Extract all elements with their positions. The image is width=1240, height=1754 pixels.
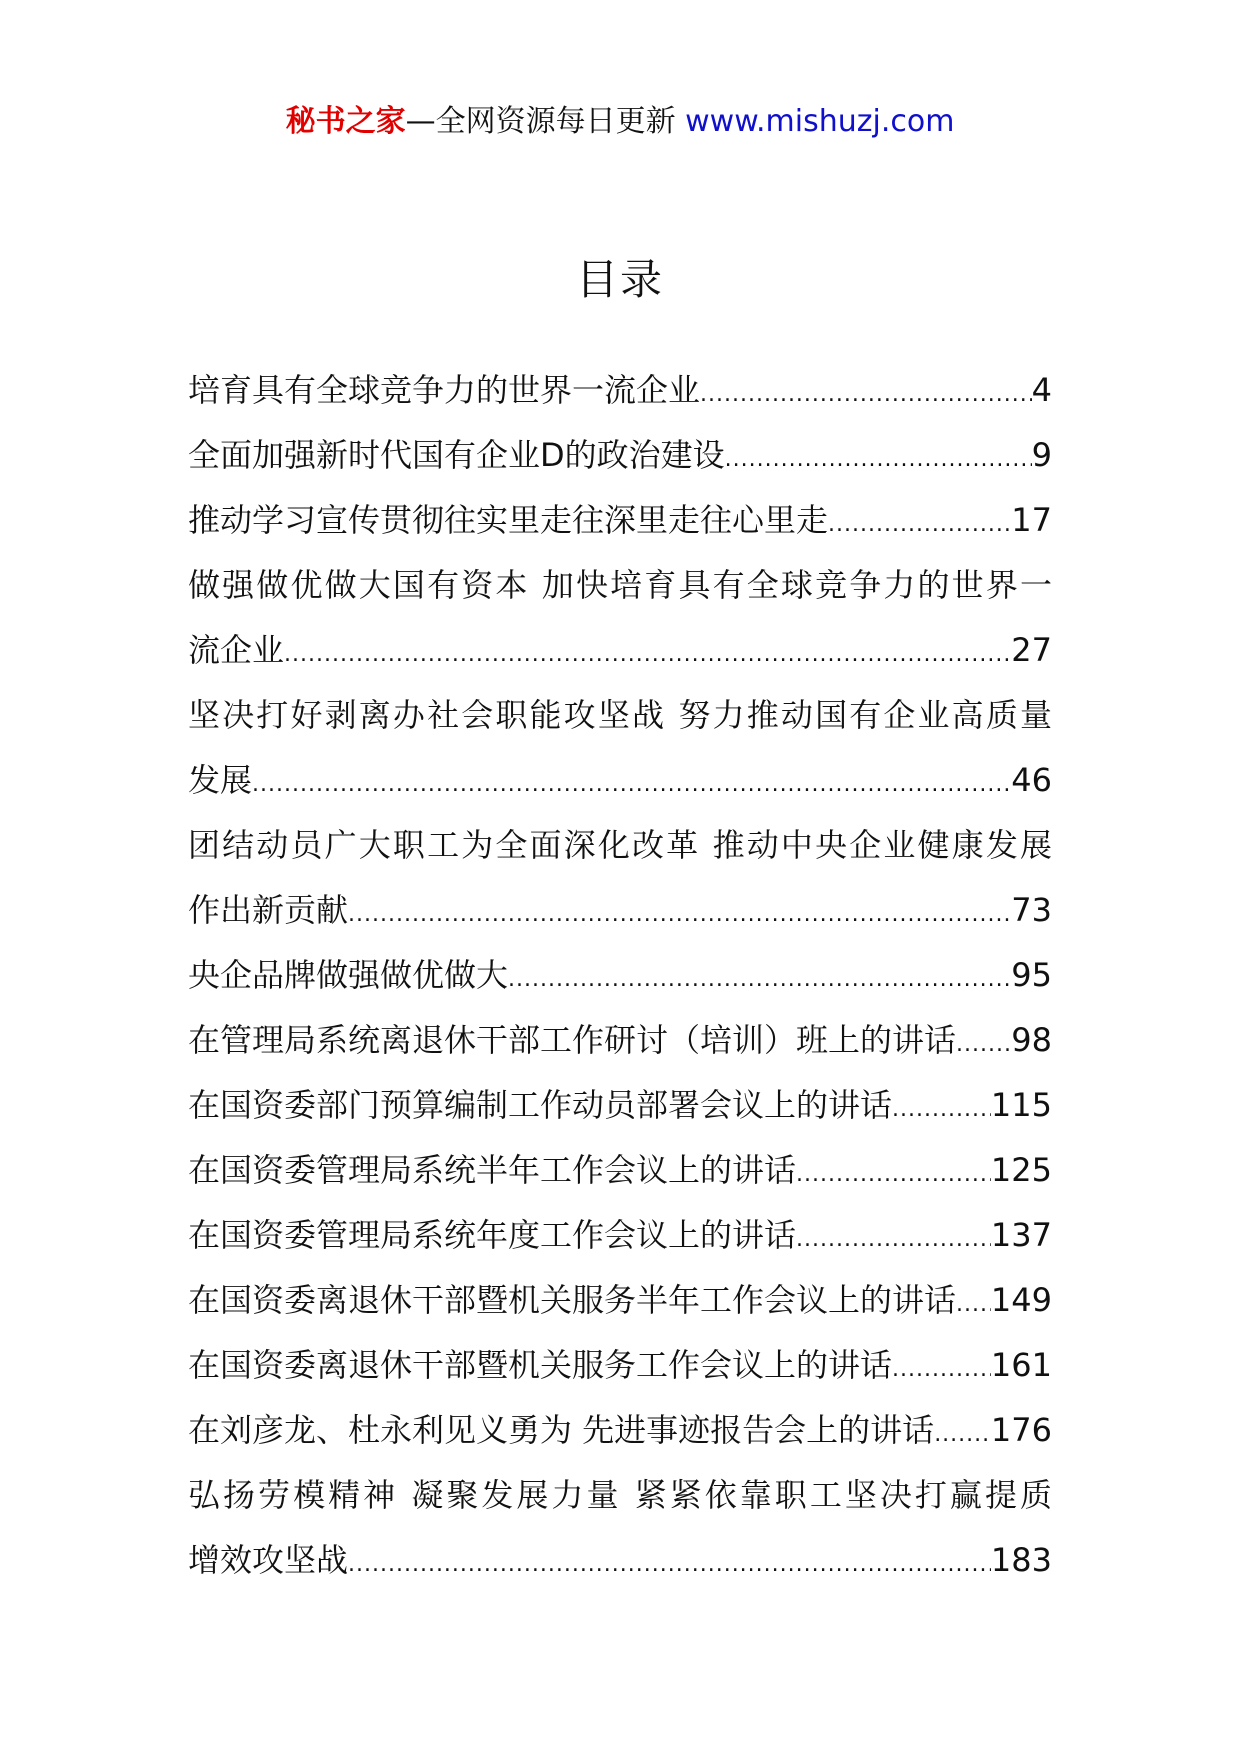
toc-entry-title: 在国资委管理局系统年度工作会议上的讲话 bbox=[188, 1216, 797, 1254]
page-header bbox=[0, 102, 1240, 142]
toc-page-number: 125 bbox=[990, 1151, 1052, 1189]
toc-entry-title: 发展 bbox=[188, 761, 253, 799]
dot-leader bbox=[892, 1337, 991, 1398]
toc-entry[interactable] bbox=[188, 1268, 1052, 1333]
dot-leader bbox=[348, 1532, 991, 1593]
dot-leader bbox=[508, 947, 1011, 1008]
toc-entry[interactable] bbox=[188, 1008, 1052, 1073]
toc-entry[interactable] bbox=[188, 358, 1052, 423]
dot-leader bbox=[892, 1077, 991, 1138]
toc-entry-title: 在国资委部门预算编制工作动员部署会议上的讲话 bbox=[188, 1086, 893, 1124]
toc-entry[interactable] bbox=[188, 1073, 1052, 1138]
toc-entry-line[interactable]: 做强做优做大国有资本 加快培育具有全球竞争力的世界一 bbox=[188, 566, 1052, 604]
toc-entry-title: 全面加强新时代国有企业D的政治建设 bbox=[188, 436, 725, 474]
toc-entry-title: 在刘彦龙、杜永利见义勇为 先进事迹报告会上的讲话 bbox=[188, 1411, 935, 1449]
toc-entry-title: 在管理局系统离退休干部工作研讨（培训）班上的讲话 bbox=[188, 1021, 957, 1059]
toc-entry[interactable] bbox=[188, 1333, 1052, 1398]
toc-page-number: 17 bbox=[1011, 501, 1052, 539]
toc-page-number: 183 bbox=[990, 1541, 1052, 1579]
table-of-contents bbox=[188, 358, 1052, 1593]
toc-entry[interactable] bbox=[188, 423, 1052, 488]
dot-leader bbox=[252, 752, 1011, 813]
dot-leader bbox=[796, 1142, 991, 1203]
toc-entry-line[interactable]: 坚决打好剥离办社会职能攻坚战 努力推动国有企业高质量 bbox=[188, 696, 1052, 734]
toc-page-number: 46 bbox=[1011, 761, 1052, 799]
toc-entry[interactable] bbox=[188, 878, 1052, 943]
toc-page-number: 115 bbox=[990, 1086, 1052, 1124]
dot-leader bbox=[828, 492, 1011, 553]
toc-entry[interactable] bbox=[188, 1528, 1052, 1593]
toc-entry-title: 增效攻坚战 bbox=[188, 1541, 349, 1579]
toc-entry-line[interactable]: 弘扬劳模精神 凝聚发展力量 紧紧依靠职工坚决打赢提质 bbox=[188, 1476, 1052, 1514]
toc-page-number: 4 bbox=[1031, 371, 1052, 409]
toc-entry-title: 在国资委离退休干部暨机关服务工作会议上的讲话 bbox=[188, 1346, 893, 1384]
header-tagline: —全网资源每日更新 bbox=[405, 104, 676, 139]
toc-page-number: 9 bbox=[1031, 436, 1052, 474]
toc-entry[interactable] bbox=[188, 1138, 1052, 1203]
header-url-link[interactable]: www.mishuzj.com bbox=[685, 104, 955, 139]
toc-entry[interactable] bbox=[188, 1203, 1052, 1268]
toc-page-number: 95 bbox=[1011, 956, 1052, 994]
toc-entry-title: 培育具有全球竞争力的世界一流企业 bbox=[188, 371, 701, 409]
dot-leader bbox=[934, 1402, 991, 1463]
toc-page-number: 73 bbox=[1011, 891, 1052, 929]
dot-leader bbox=[348, 882, 1011, 943]
toc-page-number: 27 bbox=[1011, 631, 1052, 669]
toc-page-number: 137 bbox=[990, 1216, 1052, 1254]
toc-entry[interactable] bbox=[188, 1398, 1052, 1463]
toc-entry[interactable] bbox=[188, 748, 1052, 813]
dot-leader bbox=[725, 427, 1032, 488]
dot-leader bbox=[796, 1207, 991, 1268]
toc-page-number: 161 bbox=[990, 1346, 1052, 1384]
toc-entry-title: 作出新贡献 bbox=[188, 891, 349, 929]
toc-entry-line[interactable]: 团结动员广大职工为全面深化改革 推动中央企业健康发展 bbox=[188, 826, 1052, 864]
toc-page-number: 149 bbox=[990, 1281, 1052, 1319]
dot-leader bbox=[284, 622, 1011, 683]
toc-entry-title: 在国资委管理局系统半年工作会议上的讲话 bbox=[188, 1151, 797, 1189]
dot-leader bbox=[956, 1272, 991, 1333]
dot-leader bbox=[956, 1012, 1011, 1073]
dot-leader bbox=[700, 362, 1032, 423]
page-title: 目录 bbox=[575, 255, 664, 304]
toc-entry-title: 流企业 bbox=[188, 631, 285, 669]
header-brand: 秘书之家 bbox=[285, 104, 406, 139]
toc-entry-title: 央企品牌做强做优做大 bbox=[188, 956, 509, 994]
toc-entry-title: 推动学习宣传贯彻往实里走往深里走往心里走 bbox=[188, 501, 829, 539]
toc-entry[interactable] bbox=[188, 488, 1052, 553]
toc-page-number: 176 bbox=[990, 1411, 1052, 1449]
toc-entry[interactable] bbox=[188, 943, 1052, 1008]
toc-page-number: 98 bbox=[1011, 1021, 1052, 1059]
toc-entry-title: 在国资委离退休干部暨机关服务半年工作会议上的讲话 bbox=[188, 1281, 957, 1319]
toc-entry[interactable] bbox=[188, 618, 1052, 683]
